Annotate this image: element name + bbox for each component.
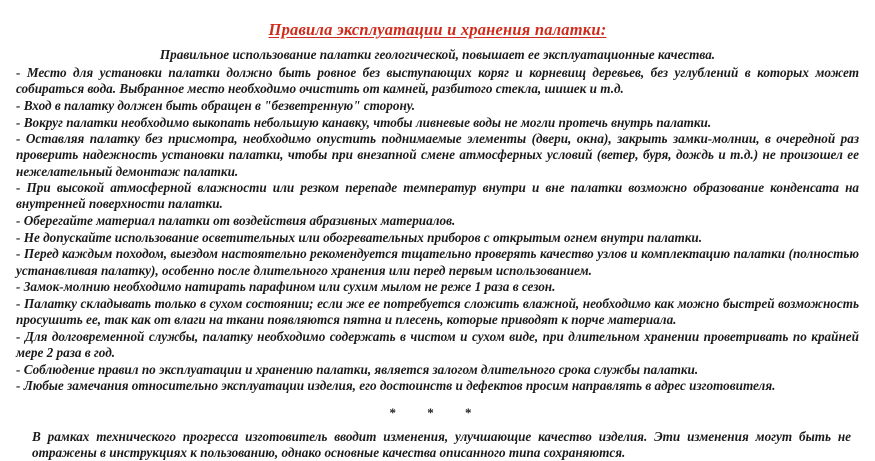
- list-item: - При высокой атмосферной влажности или резком перепаде температур внутри и вне палатки возможно образование конденсата на внутренней поверхности палатки.: [16, 180, 859, 212]
- list-item: - Любые замечания относительно эксплуатации изделия, его достоинств и дефектов просим направлять в адрес изготовителя.: [16, 378, 776, 394]
- list-item: - Перед каждым походом, выездом настоятельно рекомендуется тщательно проверять качество узлов и комплектацию палатки (полностью устанавливая палатку), особенно после длительного хранения или перед первым использованием.: [16, 246, 859, 278]
- rules-list: [14, 65, 861, 394]
- footer-note: В рамках технического прогресса изготовитель вводит изменения, улучшающие качество изделия. Эти изменения могут быть не отражены в инструкциях к пользованию, однако основные качества описанного типа сохраняются.: [32, 428, 851, 460]
- intro-paragraph: Правильное использование палатки геологической, повышает ее эксплуатационные качества.: [159, 47, 716, 62]
- list-item: - Вокруг палатки необходимо выкопать небольшую канавку, чтобы ливневые воды не могли протечь внутрь палатки.: [16, 114, 712, 130]
- page-title: Правила эксплуатации и хранения палатки:: [268, 20, 607, 39]
- list-item: - Для долговременной службы, палатку необходимо содержать в чистом и сухом виде, при длительном хранении проветривать по крайней мере 2 раза в год.: [16, 328, 859, 361]
- list-item: - Вход в палатку должен быть обращен в "безветренную" сторону.: [16, 97, 416, 113]
- list-item: - Оставляя палатку без присмотра, необходимо опустить поднимаемые элементы (двери, окна), закрыть замки-молнии, в очередной раз проверить надежность установки палатки, чтобы при внезапной смене атмосферных условий (ветер, буря, дождь и т.д.) не произошел ее нежелательный демонтаж палатки.: [16, 131, 859, 179]
- list-item: - Палатку складывать только в сухом состоянии; если же ее потребуется сложить влажной, необходимо как можно быстрей возможность просушить ее, так как от влаги на ткани появляются пятна и плесень, которые приводят к порче материала.: [16, 296, 859, 328]
- list-item: - Соблюдение правил по эксплуатации и хранению палатки, является залогом длительного срока службы палатки.: [16, 361, 699, 377]
- list-item: - Оберегайте материал палатки от воздействия абразивных материалов.: [16, 213, 456, 229]
- list-item: - Замок-молнию необходимо натирать парафином или сухим мылом не реже 1 раза в сезон.: [16, 279, 556, 295]
- section-separator: * * *: [389, 404, 486, 420]
- list-item: - Место для установки палатки должно быть ровное без выступающих коряг и корневищ деревьев, без углублений в которых может собираться вода. Выбранное место необходимо очистить от камней, разбитого стекла, шишек и т.д.: [16, 65, 859, 97]
- list-item: - Не допускайте использование осветительных или обогревательных приборов с открытым огнем внутри палатки.: [16, 229, 703, 245]
